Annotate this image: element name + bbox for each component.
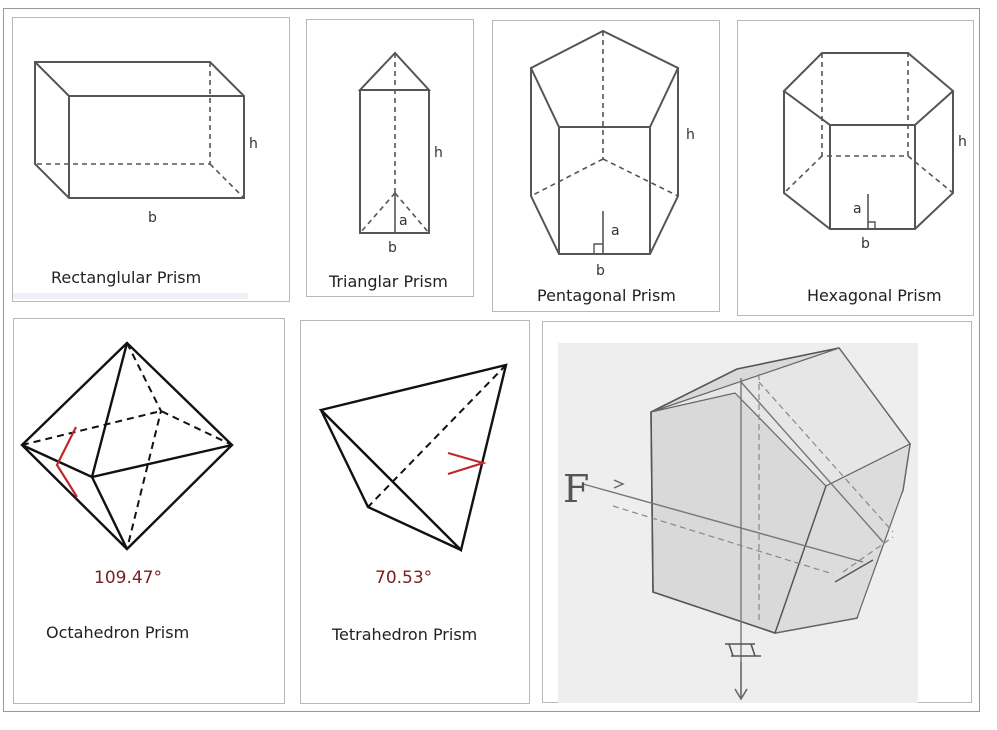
triangular-prism-drawing bbox=[307, 20, 475, 298]
height-label: h bbox=[434, 145, 443, 161]
panel-hexagonal-prism bbox=[737, 20, 974, 316]
tetrahedron-drawing bbox=[301, 321, 531, 705]
crystal-drawing bbox=[543, 322, 973, 704]
base-label: b bbox=[388, 240, 397, 256]
panel-crystal-diagram bbox=[542, 321, 972, 703]
pentagonal-prism-drawing bbox=[493, 21, 721, 313]
panel-pentagonal-prism bbox=[492, 20, 720, 312]
panel-triangular-prism bbox=[306, 19, 474, 297]
angle-label: 70.53° bbox=[375, 568, 433, 588]
height-label: h bbox=[958, 134, 967, 150]
apothem-label: a bbox=[399, 213, 408, 229]
caption-hexagonal-prism: Hexagonal Prism bbox=[807, 286, 942, 305]
caption-octahedron: Octahedron Prism bbox=[46, 623, 190, 642]
base-label: b bbox=[861, 236, 870, 252]
caption-pentagonal-prism: Pentagonal Prism bbox=[537, 286, 676, 305]
base-label: b bbox=[148, 210, 157, 226]
rectangular-prism-drawing bbox=[13, 18, 291, 303]
height-label: h bbox=[249, 136, 258, 152]
panel-tetrahedron bbox=[300, 320, 530, 704]
caption-triangular-prism: Trianglar Prism bbox=[329, 272, 448, 291]
panel-rectangular-prism bbox=[12, 17, 290, 302]
base-label: b bbox=[596, 263, 605, 279]
height-label: h bbox=[686, 127, 695, 143]
apothem-label: a bbox=[853, 201, 862, 217]
force-label: F bbox=[563, 467, 590, 511]
angle-marker bbox=[448, 453, 483, 474]
hexagonal-prism-drawing bbox=[738, 21, 975, 317]
caption-tetrahedron: Tetrahedron Prism bbox=[332, 625, 478, 644]
apothem-label: a bbox=[611, 223, 620, 239]
angle-label: 109.47° bbox=[94, 568, 162, 588]
octahedron-drawing bbox=[14, 319, 286, 705]
highlight-bar bbox=[13, 293, 248, 299]
caption-rectangular-prism: Rectanglular Prism bbox=[51, 268, 202, 287]
panel-octahedron bbox=[13, 318, 285, 704]
